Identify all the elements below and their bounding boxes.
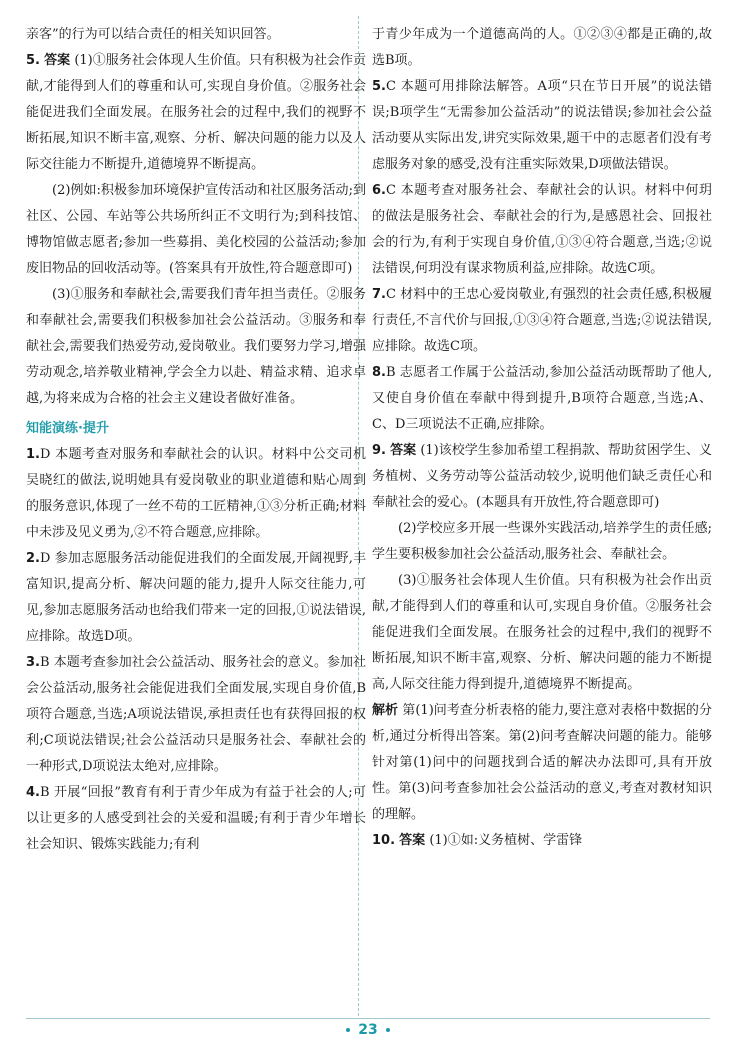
q8-text: 志愿者工作属于公益活动,参加公益活动既帮助了他人,又使自身价值在奉献中得到提升,B项符合题意,当选;A、C、D三项说法不正确,应排除。 <box>372 365 713 432</box>
q4 <box>26 780 366 858</box>
q9 <box>372 438 712 516</box>
right-column <box>372 22 712 854</box>
q1-answer: D <box>39 447 51 462</box>
r-q5-text: 本题可用排除法解答。A项“只在节日开展”的说法错误;B项学生“无需参加公益活动”的说法错误;参加社会公益活动要从实际出发,讲究实际效果,题干中的志愿者们没有考虑服务对象的感受,没有注重实际效果,D项做法错误。 <box>372 79 712 172</box>
q10-answer-label: 答案 <box>399 833 426 848</box>
q9-part3: (3)①服务社会体现人生价值。只有积极为社会作出贡献,才能得到人们的尊重和认可,实现自身价值。②服务社会能促进我们全面发展。在服务社会的过程中,我们的视野不断拓展,知识不断丰富,观察、分析、解决问题的能力不断提高,人际交往能力得到提升,道德境界不断提高。 <box>372 573 712 692</box>
analysis-label: 解析 <box>372 703 399 718</box>
q7-text: 材料中的王忠心爱岗敬业,有强烈的社会责任感,积极履行责任,不言代价与回报,①③④符合题意,当选;②说法错误,应排除。故选C项。 <box>372 287 713 354</box>
left-p1: 亲客”的行为可以结合责任的相关知识回答。 <box>26 27 280 42</box>
q7-answer: C <box>385 287 396 302</box>
footer-rule <box>26 1018 710 1019</box>
page-number <box>0 1022 736 1038</box>
right-p1: 于青少年成为一个道德高尚的人。①②③④都是正确的,故选B项。 <box>372 27 712 68</box>
q9-number: 9. <box>372 443 386 458</box>
q3-text: 本题考查参加社会公益活动、服务社会的意义。参加社会公益活动,服务社会能促进我们全面发展,实现自身价值,B项符合题意,当选;A项说法错误,承担责任也有获得回报的权利;C项说法错误;社会公益活动只是服务社会、奉献社会的一种形式,D项说法太绝对,应排除。 <box>26 655 366 774</box>
r-q5 <box>372 74 712 178</box>
q9-part2: (2)学校应多开展一些课外实践活动,培养学生的责任感;学生要积极参加社会公益活动,服务社会、奉献社会。 <box>372 521 712 562</box>
q4-number: 4. <box>26 785 40 800</box>
q4-text: 开展“回报”教育有利于青少年成为有益于社会的人;可以让更多的人感受到社会的关爱和温暖;有利于青少年增长社会知识、锻炼实践能力;有利 <box>26 785 366 852</box>
q2-text: 参加志愿服务活动能促进我们的全面发展,开阔视野,丰富知识,提高分析、解决问题的能力,提升人际交往能力,可见,参加志愿服务活动也给我们带来一定的回报,①说法错误,应排除。故选D项。 <box>26 551 367 644</box>
q10-number: 10. <box>372 833 396 848</box>
page-number-text: 23 <box>358 1022 378 1038</box>
dot-icon <box>346 1028 350 1032</box>
q1-number: 1. <box>26 447 40 462</box>
q6-number: 6. <box>372 183 386 198</box>
dot-icon <box>386 1028 390 1032</box>
q9-answer-label: 答案 <box>390 443 417 458</box>
q6-text: 本题考查对服务社会、奉献社会的认识。材料中何玥的做法是服务社会、奉献社会的行为,是感恩社会、回报社会的行为,有利于实现自身价值,①③④符合题意,当选;②说法错误,何玥没有谋求物质利益,应排除。故选C项。 <box>372 183 712 276</box>
q1 <box>26 442 366 546</box>
q6 <box>372 178 712 282</box>
q5-answer-label: 答案 <box>44 53 71 68</box>
q7-number: 7. <box>372 287 386 302</box>
q9-part1: (1)该校学生参加希望工程捐款、帮助贫困学生、义务植树、义务劳动等公益活动较少,说明他们缺乏责任心和奉献社会的爱心。(本题具有开放性,符合题意即可) <box>372 443 712 510</box>
section-title: 知能演练·提升 <box>26 421 109 436</box>
q8-answer: B <box>385 365 396 380</box>
q8-number: 8. <box>372 365 386 380</box>
q1-text: 本题考查对服务和奉献社会的认识。材料中公交司机吴晓红的做法,说明她具有爱岗敬业的职业道德和贴心周到的服务意识,体现了一丝不苟的工匠精神,①③分析正确;材料中未涉及见义勇为,②不符合题意,应排除。 <box>26 447 366 540</box>
q6-answer: C <box>385 183 396 198</box>
q8 <box>372 360 712 438</box>
analysis <box>372 698 712 828</box>
left-column <box>26 22 366 858</box>
r-q5-number: 5. <box>372 79 386 94</box>
q3 <box>26 650 366 780</box>
q10-text: (1)①如:义务植树、学雷锋 <box>429 833 583 848</box>
q7 <box>372 282 712 360</box>
q5-part2: (2)例如:积极参加环境保护宣传活动和社区服务活动;到社区、公园、车站等公共场所纠正不文明行为;到科技馆、博物馆做志愿者;参加一些募捐、美化校园的公益活动;参加废旧物品的回收活动等。(答案具有开放性,符合题意即可) <box>26 183 366 276</box>
q2-answer: D <box>39 551 51 566</box>
q2-number: 2. <box>26 551 40 566</box>
q5-answer <box>26 48 366 178</box>
r-q5-answer: C <box>385 79 396 94</box>
q2 <box>26 546 366 650</box>
analysis-text: 第(1)问考查分析表格的能力,要注意对表格中数据的分析,通过分析得出答案。第(2)问考查解决问题的能力。能够针对第(1)问中的问题找到合适的解决办法即可,具有开放性。第(3)问考查参加社会公益活动的意义,考查对教材知识的理解。 <box>372 703 712 822</box>
q5-number: 5. <box>26 53 40 68</box>
q4-answer: B <box>39 785 50 800</box>
q3-number: 3. <box>26 655 40 670</box>
q10 <box>372 828 712 854</box>
q5-part3: (3)①服务和奉献社会,需要我们青年担当责任。②服务和奉献社会,需要我们积极参加社会公益活动。③服务和奉献社会,需要我们热爱劳动,爱岗敬业。我们要努力学习,增强劳动观念,培养敬业精神,学会全力以赴、精益求精、追求卓越,为将来成为合格的社会主义建设者做好准备。 <box>26 287 366 406</box>
q5-part1: (1)①服务社会体现人生价值。只有积极为社会作贡献,才能得到人们的尊重和认可,实现自身价值。②服务社会能促进我们全面发展。在服务社会的过程中,我们的视野不断拓展,知识不断丰富,观察、分析、解决问题的能力以及人际交往能力不断提升,道德境界不断提高。 <box>26 53 366 172</box>
q3-answer: B <box>39 655 50 670</box>
